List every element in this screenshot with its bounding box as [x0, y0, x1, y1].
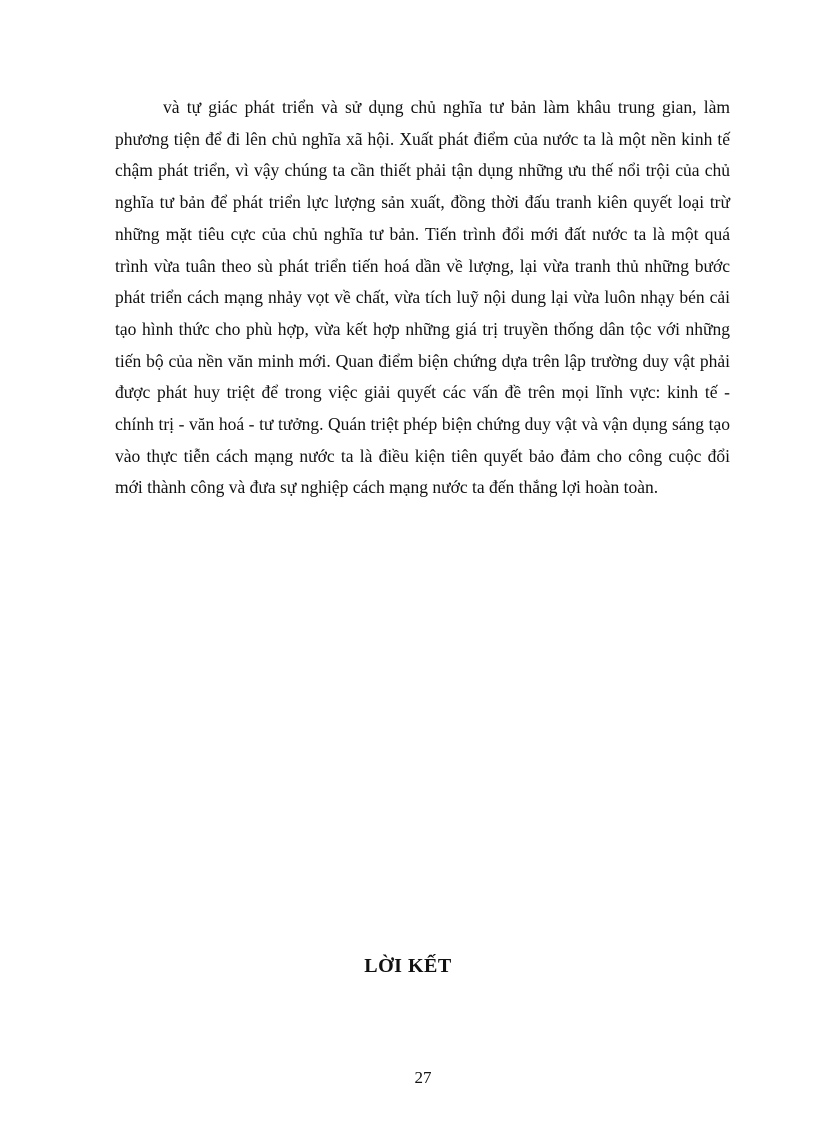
body-paragraph: và tự giác phát triển và sử dụng chủ nghĩa tư bản làm khâu trung gian, làm phương tiện để đi lên chủ nghĩa xã hội. Xuất phát điểm của nước ta là một nền kinh tế chậm phát triển, vì vậy chúng ta cần thiết phải tận dụng những ưu thế nổi trội của chủ nghĩa tư bản để phát triển lực lượng sản xuất, đồng thời đấu tranh kiên quyết loại trừ những mặt tiêu cực của chủ nghĩa tư bản. Tiến trình đổi mới đất nước ta là một quá trình vừa tuân theo sù phát triển tiến hoá dần về lượng, lại vừa tranh thủ những bước phát triển cách mạng nhảy vọt về chất, vừa tích luỹ nội dung lại vừa luôn nhạy bén cải tạo hình thức cho phù hợp, vừa kết hợp những giá trị truyền thống dân tộc với những tiến bộ của nền văn minh mới. Quan điểm biện chứng dựa trên lập trường duy vật phải được phát huy triệt để trong việc giải quyết các vấn đề trên mọi lĩnh vực: kinh tế - chính trị - văn hoá - tư tưởng. Quán triệt phép biện chứng duy vật và vận dụng sáng tạo vào thực tiễn cách mạng nước ta là điều kiện tiên quyết bảo đảm cho công cuộc đổi mới thành công và đưa sự nghiệp cách mạng nước ta đến thắng lợi hoàn toàn.	[115, 97, 730, 498]
section-heading: LỜI KẾT	[364, 955, 452, 977]
page-number: 27	[414, 1068, 432, 1087]
